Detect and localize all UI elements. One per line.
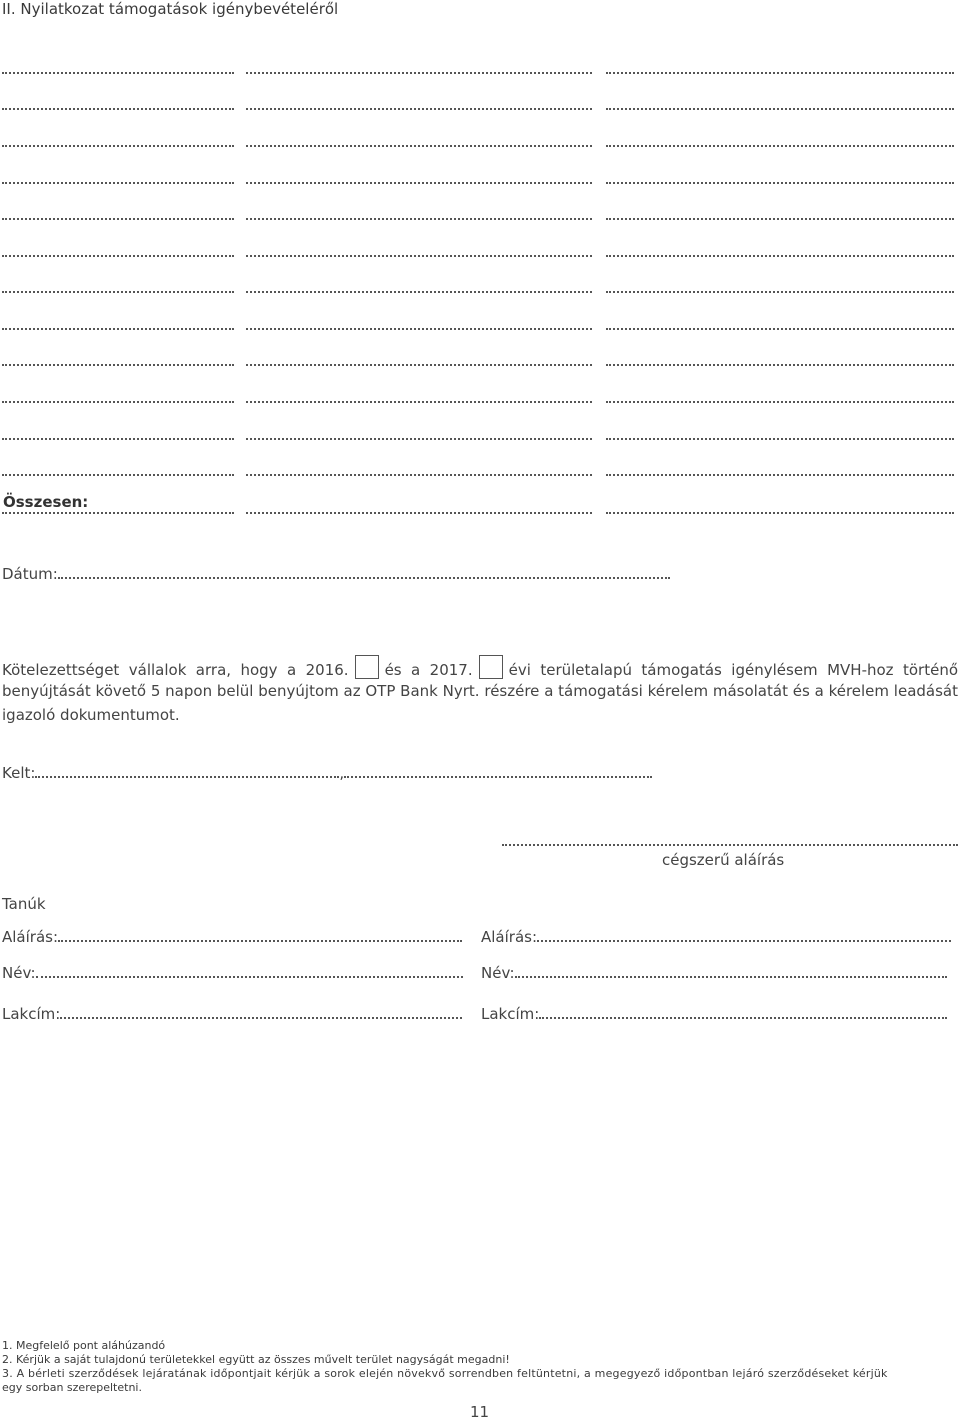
table-row	[0, 389, 960, 405]
footnote-3: 3. A bérleti szerződések lejáratának időpontjait kérjük a sorok elején növekvő sorrendben feltüntetni, a megegyező időpontban lejáró szerződéseket kérjük	[2, 1367, 888, 1380]
table-row	[0, 133, 960, 149]
total-row	[0, 493, 960, 516]
section-title: II. Nyilatkozat támogatások igénybevételéről	[2, 0, 339, 18]
table-cell[interactable]	[2, 389, 234, 403]
witness2-signature-field: Aláírás:	[481, 928, 951, 946]
company-signature-line[interactable]	[502, 832, 958, 846]
witness2-name-input[interactable]	[515, 964, 947, 978]
table-cell[interactable]	[246, 462, 592, 476]
table-cell[interactable]	[246, 133, 592, 147]
kelt-date-input[interactable]	[344, 764, 652, 778]
witness1-name-field: Név:	[2, 964, 463, 982]
table-cell[interactable]	[246, 316, 592, 330]
table-cell[interactable]	[606, 170, 954, 184]
table-cell[interactable]	[606, 316, 954, 330]
date-field	[2, 565, 670, 583]
commitment-line-1: Kötelezettséget vállalok arra, hogy a 2016. és a 2017. évi területalapú támogatás igénylésem MVH-hoz történő	[2, 655, 958, 679]
table-cell[interactable]	[2, 243, 234, 257]
checkbox-2016[interactable]	[355, 655, 379, 679]
footnote-3-cont: egy sorban szerepeltetni.	[2, 1381, 142, 1394]
table-cell[interactable]	[606, 206, 954, 220]
table-row	[0, 352, 960, 368]
witness1-name-input[interactable]	[36, 964, 463, 978]
table-cell[interactable]	[246, 243, 592, 257]
table-cell[interactable]	[606, 462, 954, 476]
table-cell[interactable]	[2, 133, 234, 147]
witness2-address-field: Lakcím:	[481, 1005, 947, 1023]
company-signature-caption: cégszerű aláírás	[662, 851, 785, 869]
witnesses-title: Tanúk	[2, 895, 46, 913]
table-cell[interactable]	[2, 426, 234, 440]
kelt-field: Kelt: ,	[2, 764, 652, 782]
table-cell[interactable]	[246, 426, 592, 440]
table-cell[interactable]	[606, 133, 954, 147]
date-label: Dátum:	[2, 565, 58, 583]
footnote-2: 2. Kérjük a saját tulajdonú területekkel együtt az összes művelt terület nagyságát megadni!	[2, 1353, 510, 1366]
table-row	[0, 60, 960, 76]
table-cell[interactable]	[606, 389, 954, 403]
table-row	[0, 206, 960, 222]
footnotes	[2, 1339, 958, 1395]
table-cell[interactable]	[2, 279, 234, 293]
table-cell[interactable]	[2, 206, 234, 220]
witness1-signature-input[interactable]	[58, 928, 462, 942]
witness2-name-field: Név:	[481, 964, 947, 982]
table-cell[interactable]	[606, 60, 954, 74]
date-input[interactable]	[58, 565, 670, 579]
table-cell[interactable]	[246, 206, 592, 220]
table-cell[interactable]	[606, 352, 954, 366]
table-cell[interactable]	[606, 243, 954, 257]
table-cell[interactable]	[246, 170, 592, 184]
footnote-1: 1. Megfelelő pont aláhúzandó	[2, 1339, 166, 1352]
kelt-place-input[interactable]	[35, 764, 339, 778]
table-row	[0, 462, 960, 478]
kelt-label: Kelt:	[2, 764, 36, 782]
table-cell[interactable]	[606, 96, 954, 110]
table-row	[0, 96, 960, 112]
witness2-signature-input[interactable]	[537, 928, 951, 942]
total-label: Összesen:	[3, 493, 89, 511]
table-row	[0, 279, 960, 295]
witness1-signature-field: Aláírás:	[2, 928, 462, 946]
table-row	[0, 243, 960, 259]
table-cell[interactable]	[2, 96, 234, 110]
commitment-line-2: benyújtását követő 5 napon belül benyújtom az OTP Bank Nyrt. részére a támogatási kérelem másolatát és a kérelem leadását	[2, 682, 958, 700]
table-cell[interactable]	[246, 279, 592, 293]
witness1-address-input[interactable]	[60, 1005, 462, 1019]
witness1-address-field: Lakcím:	[2, 1005, 462, 1023]
commitment-paragraph	[2, 655, 958, 727]
page-number: 11	[470, 1403, 490, 1421]
witness2-address-input[interactable]	[539, 1005, 947, 1019]
table-cell[interactable]	[606, 426, 954, 440]
table-cell[interactable]	[2, 352, 234, 366]
table-cell[interactable]	[246, 60, 592, 74]
checkbox-2017[interactable]	[479, 655, 503, 679]
table-cell[interactable]	[2, 462, 234, 476]
commitment-line-3: igazoló dokumentumot.	[2, 706, 180, 724]
table-cell[interactable]	[246, 389, 592, 403]
table-row	[0, 170, 960, 186]
table-row	[0, 426, 960, 442]
table-cell[interactable]	[2, 316, 234, 330]
table-row	[0, 316, 960, 332]
table-cell[interactable]	[2, 170, 234, 184]
total-cell[interactable]	[606, 500, 954, 514]
table-cell[interactable]	[2, 60, 234, 74]
table-cell[interactable]	[606, 279, 954, 293]
table-cell[interactable]	[246, 96, 592, 110]
total-cell[interactable]	[246, 500, 592, 514]
table-cell[interactable]	[246, 352, 592, 366]
